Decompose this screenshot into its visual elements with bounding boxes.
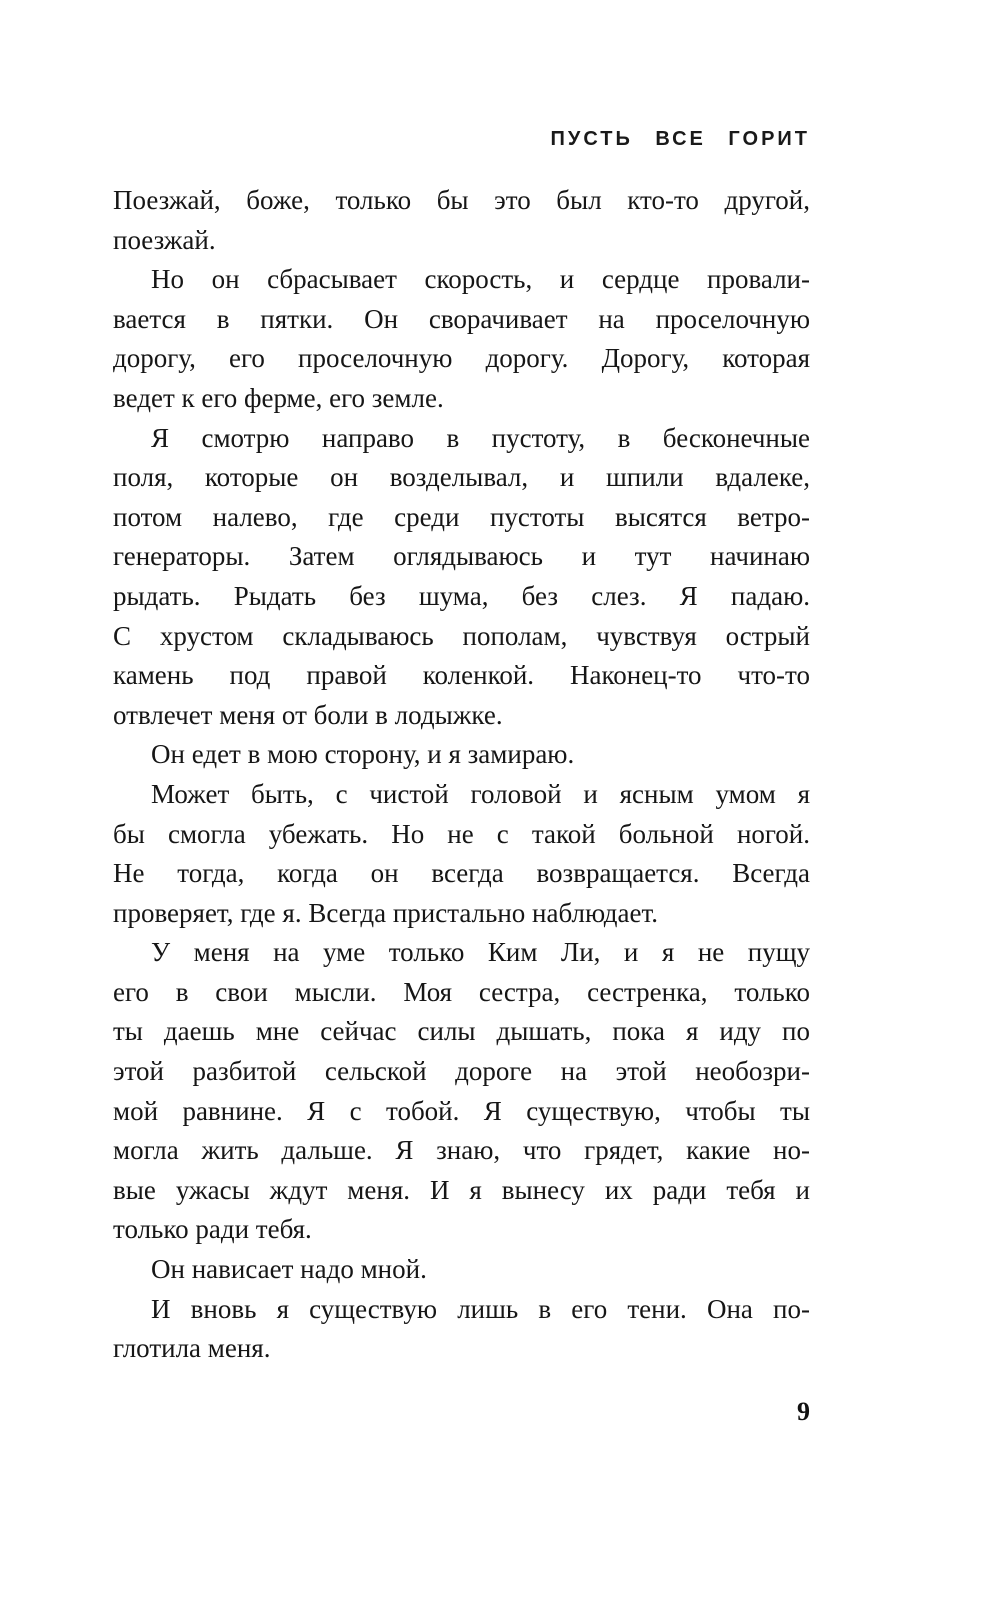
paragraph bbox=[113, 1290, 810, 1369]
text-line: проверяет, где я. Всегда пристально наблюдает. bbox=[113, 897, 659, 928]
text-line: С хрустом складываюсь пополам, чувствуя острый bbox=[113, 620, 810, 651]
text-line: Может быть, с чистой головой и ясным умом я bbox=[151, 778, 810, 809]
text-line: рыдать. Рыдать без шума, без слез. Я падаю. bbox=[113, 580, 810, 611]
text-line: И вновь я существую лишь в его тени. Она по- bbox=[151, 1293, 810, 1324]
text-line: Но он сбрасывает скорость, и сердце провали- bbox=[151, 264, 810, 295]
text-line: Я смотрю направо в пустоту, в бесконечные bbox=[151, 422, 810, 453]
text-line: Не тогда, когда он всегда возвращается. Всегда bbox=[113, 858, 810, 889]
text-line: мой равнине. Я с тобой. Я существую, чтобы ты bbox=[113, 1095, 810, 1126]
text-line: отвлечет меня от боли в лодыжке. bbox=[113, 699, 503, 730]
text-line: генераторы. Затем оглядываюсь и тут начинаю bbox=[113, 541, 810, 572]
text-line: только ради тебя. bbox=[113, 1214, 312, 1245]
text-line: потом налево, где среди пустоты высятся ветро- bbox=[113, 501, 810, 532]
paragraph bbox=[113, 260, 810, 418]
text-line: вые ужасы ждут меня. И я вынесу их ради тебя и bbox=[113, 1174, 810, 1205]
text-line: вается в пятки. Он сворачивает на проселочную bbox=[113, 303, 810, 334]
text-line: поля, которые он возделывал, и шпили вдалеке, bbox=[113, 462, 810, 493]
text-line: Поезжай, боже, только бы это был кто-то другой, bbox=[113, 185, 810, 215]
paragraph bbox=[113, 933, 810, 1250]
paragraph bbox=[113, 181, 810, 260]
running-head: ПУСТЬ ВСЕ ГОРИТ bbox=[550, 128, 810, 150]
paragraph bbox=[113, 735, 810, 775]
paragraph bbox=[113, 1250, 810, 1290]
page-body bbox=[113, 181, 810, 1369]
paragraph bbox=[113, 419, 810, 736]
text-line: ты даешь мне сейчас силы дышать, пока я иду по bbox=[113, 1016, 810, 1047]
text-line: Он нависает надо мной. bbox=[151, 1254, 427, 1285]
text-line: поезжай. bbox=[113, 224, 216, 255]
text-line: этой разбитой сельской дороге на этой необозри- bbox=[113, 1056, 810, 1087]
text-line: его в свои мысли. Моя сестра, сестренка, только bbox=[113, 976, 810, 1007]
text-line: У меня на уме только Ким Ли, и я не пущу bbox=[151, 937, 810, 968]
text-line: глотила меня. bbox=[113, 1333, 271, 1364]
text-line: дорогу, его проселочную дорогу. Дорогу, которая bbox=[113, 343, 810, 374]
text-line: ведет к его ферме, его земле. bbox=[113, 382, 444, 413]
page-number: 9 bbox=[797, 1396, 810, 1426]
text-line: Он едет в мою сторону, и я замираю. bbox=[151, 739, 575, 770]
text-line: могла жить дальше. Я знаю, что грядет, какие но- bbox=[113, 1135, 810, 1166]
paragraph bbox=[113, 775, 810, 933]
text-line: камень под правой коленкой. Наконец-то что-то bbox=[113, 660, 810, 691]
text-line: бы смогла убежать. Но не с такой больной ногой. bbox=[113, 818, 810, 849]
